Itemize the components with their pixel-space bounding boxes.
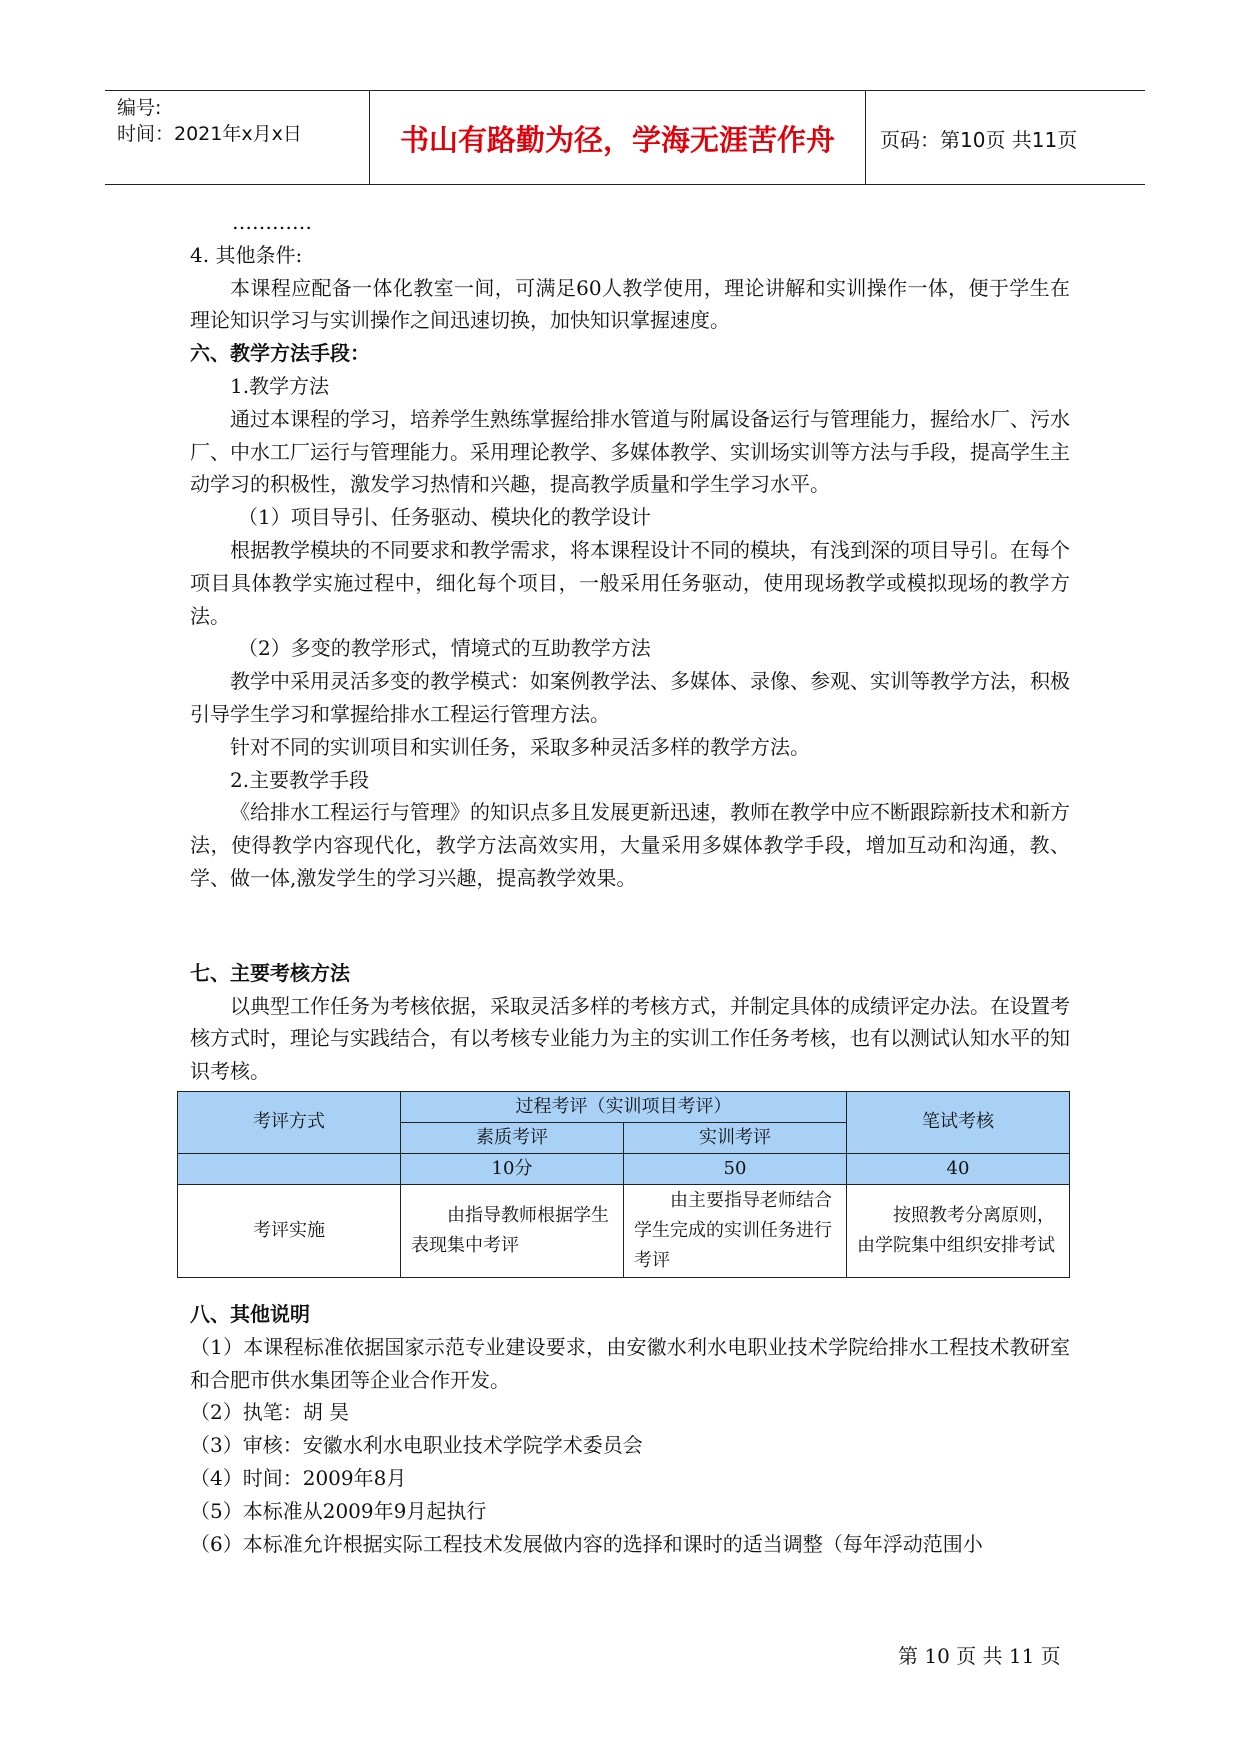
section-6-1b-heading: （2）多变的教学形式，情境式的互助教学方法 bbox=[238, 636, 651, 661]
spacer bbox=[190, 1278, 1070, 1298]
header-center-cell bbox=[370, 91, 866, 184]
item-4-paragraph: 本课程应配备一体化教室一间，可满足60人教学使用，理论讲解和实训操作一体，便于学生在理论知识学习与实训操作之间迅速切换，加快知识掌握速度。 bbox=[190, 275, 1070, 333]
table-row bbox=[178, 1184, 1070, 1277]
table-row bbox=[178, 1153, 1070, 1184]
section-6-2-paragraph: 《给排水工程运行与管理》的知识点多且发展更新迅速，教师在教学中应不断跟踪新技术和新方法，使得教学内容现代化，教学方法高效实用，大量采用多媒体教学手段，增加互动和沟通，教、学、做一体,激发学生的学习兴趣，提高教学效果。 bbox=[190, 800, 1070, 890]
header-right-cell bbox=[866, 91, 1145, 184]
section-6-1a-heading: （1）项目导引、任务驱动、模块化的教学设计 bbox=[238, 505, 651, 530]
quality-impl-cell: 由指导教师根据学生表现集中考评 bbox=[401, 1184, 624, 1277]
written-score-cell: 40 bbox=[847, 1153, 1070, 1184]
section-6-1b-paragraph: 教学中采用灵活多变的教学模式：如案例教学法、多媒体、录像、参观、实训等教学方法，积极引导学生学习和掌握给排水工程运行管理方法。 bbox=[190, 669, 1070, 726]
section-6-1-paragraph: 通过本课程的学习，培养学生熟练掌握给排水管道与附属设备运行与管理能力，握给水厂、污水厂、中水工厂运行与管理能力。采用理论教学、多媒体教学、实训场实训等方法与手段，提高学生主动学习的积极性，激发学习热情和兴趣，提高教学质量和学生学习水平。 bbox=[190, 406, 1070, 497]
section-6-1b-paragraph-2: 针对不同的实训项目和实训任务，采取多种灵活多样的教学方法。 bbox=[230, 734, 810, 759]
ellipsis-line: ………… bbox=[232, 210, 312, 234]
written-header-cell: 笔试考核 bbox=[847, 1091, 1070, 1153]
training-score-cell: 50 bbox=[624, 1153, 847, 1184]
section-8-item-6: （6）本标准允许根据实际工程技术发展做内容的选择和课时的适当调整（每年浮动范围小 bbox=[190, 1531, 983, 1556]
section-8-item-4: （4）时间：2009年8月 bbox=[190, 1465, 407, 1490]
spacer bbox=[190, 895, 1070, 957]
section-6-2-heading: 2.主要教学手段 bbox=[230, 767, 370, 792]
page-footer-number: 第 10 页 共 11 页 bbox=[898, 1644, 1061, 1668]
section-7-paragraph: 以典型工作任务为考核依据，采取灵活多样的考核方式，并制定具体的成绩评定办法。在设置考核方式时，理论与实践结合，有以考核专业能力为主的实训工作任务考核，也有以测试认知水平的知识考核。 bbox=[190, 993, 1070, 1084]
section-8-item-3: （3）审核：安徽水利水电职业技术学院学术委员会 bbox=[190, 1433, 643, 1458]
header-page-number: 页码：第10页 共11页 bbox=[880, 128, 1078, 152]
section-8-item-5: （5）本标准从2009年9月起执行 bbox=[190, 1498, 487, 1523]
impl-label-cell: 考评实施 bbox=[178, 1184, 401, 1277]
page-header bbox=[105, 90, 1145, 185]
training-header-cell: 实训考评 bbox=[624, 1122, 847, 1153]
header-motto: 书山有路勤为径，学海无涯苦作舟 bbox=[399, 123, 835, 157]
evaluation-table bbox=[177, 1091, 1070, 1278]
section-7-title: 七、主要考核方法 bbox=[190, 960, 350, 985]
training-impl-cell: 由主要指导老师结合学生完成的实训任务进行考评 bbox=[624, 1184, 847, 1277]
section-6-1-heading: 1.教学方法 bbox=[230, 373, 330, 398]
section-6-1a-paragraph: 根据教学模块的不同要求和教学需求，将本课程设计不同的模块，有浅到深的项目导引。在每个项目具体教学实施过程中，细化每个项目，一般采用任务驱动，使用现场教学或模拟现场的教学方法。 bbox=[190, 537, 1070, 628]
section-8-title: 八、其他说明 bbox=[190, 1301, 310, 1326]
method-header-cell: 考评方式 bbox=[178, 1091, 401, 1153]
quality-header-cell: 素质考评 bbox=[401, 1122, 624, 1153]
document-body bbox=[190, 206, 1070, 1560]
document-time-label: 时间：2021年x月x日 bbox=[117, 123, 302, 145]
section-6-title: 六、教学方法手段： bbox=[190, 341, 370, 366]
written-impl-cell: 按照教考分离原则，由学院集中组织安排考试 bbox=[847, 1184, 1070, 1277]
document-number-label: 编号: bbox=[117, 97, 162, 119]
section-8-item-1: （1）本课程标准依据国家示范专业建设要求，由安徽水利水电职业技术学院给排水工程技术教研室和合肥市供水集团等企业合作开发。 bbox=[190, 1334, 1070, 1392]
item-4-heading: 4. 其他条件: bbox=[190, 242, 303, 267]
header-left-cell bbox=[105, 91, 370, 184]
table-row bbox=[178, 1091, 1070, 1122]
quality-score-cell: 10分 bbox=[401, 1153, 624, 1184]
score-row-label-cell bbox=[178, 1153, 401, 1184]
process-header-cell: 过程考评（实训项目考评） bbox=[401, 1091, 847, 1122]
section-8-item-2: （2）执笔：胡 昊 bbox=[190, 1400, 350, 1425]
